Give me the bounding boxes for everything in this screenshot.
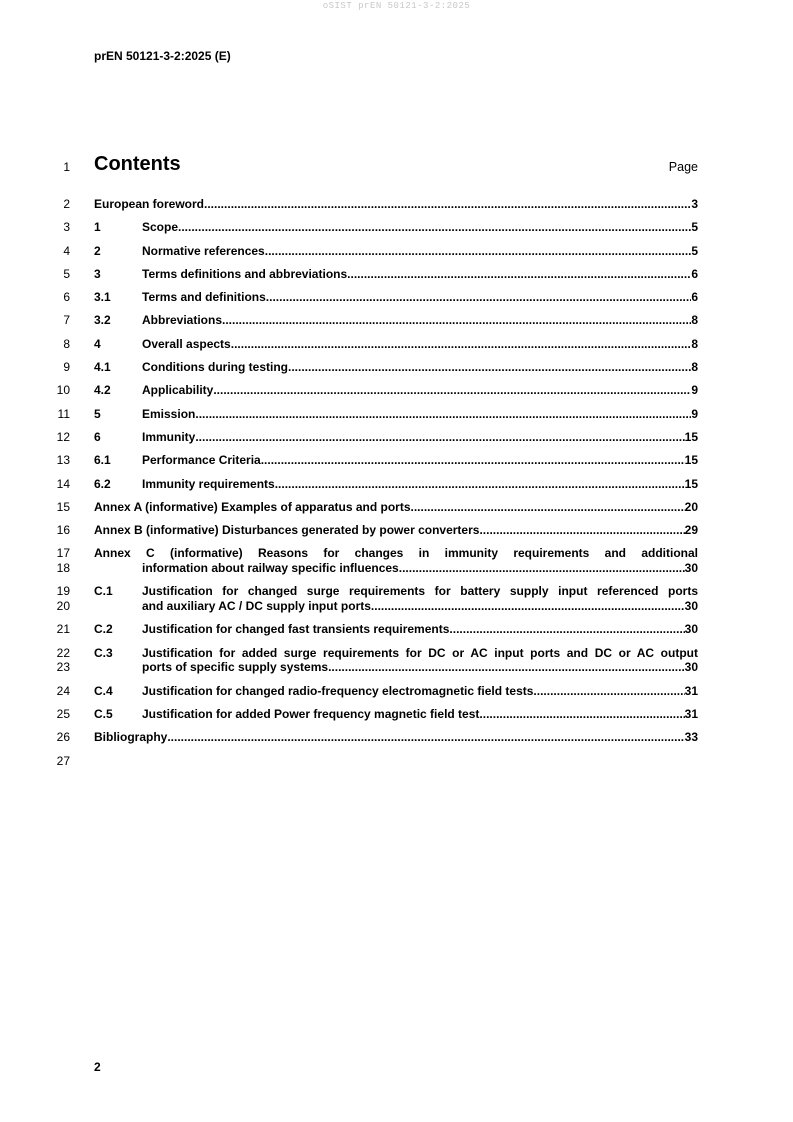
line-number: 2 xyxy=(63,197,70,211)
toc-entry-line xyxy=(142,313,698,328)
toc-entry-number: 4 xyxy=(94,336,101,351)
toc-entry[interactable] xyxy=(0,244,793,267)
dot-leader xyxy=(347,267,691,282)
document-id: prEN 50121-3-2:2025 (E) xyxy=(94,49,231,63)
toc-entry-text xyxy=(94,290,698,305)
toc-entry-title: Justification for changed radio-frequency electromagnetic field tests xyxy=(142,683,534,698)
toc-page-number: 20 xyxy=(684,499,698,514)
toc-entry-line xyxy=(94,730,698,745)
dot-leader xyxy=(195,430,684,445)
page-number: 2 xyxy=(94,1060,101,1074)
toc-entry-line xyxy=(94,500,698,515)
toc-entry-line xyxy=(142,244,698,259)
contents-title: Contents xyxy=(94,153,181,175)
dot-leader xyxy=(275,477,685,492)
toc-entry-text xyxy=(94,383,698,398)
dot-leader xyxy=(328,660,685,675)
toc-entry-title: Conditions during testing xyxy=(142,360,288,375)
toc-entry-text xyxy=(94,430,698,445)
toc-entry-title: Performance Criteria xyxy=(142,453,261,468)
toc-entry-text xyxy=(94,584,698,613)
toc-entry-number: C.5 xyxy=(94,707,113,722)
toc-entry-line xyxy=(142,407,698,422)
toc-page-number: 29 xyxy=(684,523,698,538)
toc-entry-title: Applicability xyxy=(142,383,214,398)
toc-page-number: 8 xyxy=(691,360,698,375)
toc-entry-number: C.3 xyxy=(94,645,113,660)
line-number: 27 xyxy=(56,753,70,768)
toc-entry-text xyxy=(94,407,698,422)
dot-leader xyxy=(261,453,685,468)
toc-page-number: 3 xyxy=(691,197,698,211)
toc-entry-title: Emission xyxy=(142,406,196,421)
toc-entry[interactable] xyxy=(0,477,793,500)
toc-entry-number: 6.1 xyxy=(94,453,111,468)
dot-leader xyxy=(288,360,691,375)
toc-entry-line xyxy=(142,360,698,375)
toc-entry[interactable] xyxy=(0,430,793,453)
toc-entry-line xyxy=(142,383,698,398)
toc-entry-line xyxy=(142,660,698,675)
toc-entry-number: 2 xyxy=(94,243,101,258)
dot-leader xyxy=(371,599,685,614)
toc-entry-title: Normative references xyxy=(142,243,265,258)
line-number: 12 xyxy=(56,429,70,444)
toc-entry-title: Immunity xyxy=(142,429,196,444)
dot-leader xyxy=(479,707,684,722)
toc-entry-number: 5 xyxy=(94,406,101,421)
line-number: 3 xyxy=(63,220,70,235)
toc-entry-line xyxy=(142,337,698,352)
toc-entry-text xyxy=(94,313,698,328)
toc-entry-text xyxy=(94,267,698,282)
toc-entry-number: C.1 xyxy=(94,584,113,599)
toc-entry[interactable] xyxy=(0,453,793,476)
toc-page-number: 30 xyxy=(684,598,698,613)
dot-leader xyxy=(222,313,691,328)
line-number: 17 xyxy=(56,546,70,561)
dot-leader xyxy=(195,407,691,422)
toc-page-number: 31 xyxy=(684,683,698,698)
toc-page-number: 8 xyxy=(691,336,698,351)
toc-entry[interactable] xyxy=(0,197,793,220)
toc-page-number: 9 xyxy=(691,406,698,421)
line-number: 26 xyxy=(56,730,70,745)
toc-entry-number: 3.1 xyxy=(94,290,111,305)
contents-heading-row xyxy=(0,153,793,179)
toc-entry-title: Justification for changed fast transients requirements xyxy=(142,622,450,637)
toc-entry[interactable] xyxy=(0,584,793,622)
toc-entry[interactable] xyxy=(0,360,793,383)
toc-entry-text xyxy=(94,220,698,235)
toc-entry-text xyxy=(94,523,698,538)
dot-leader xyxy=(167,730,684,745)
toc-entry-line xyxy=(142,477,698,492)
toc-entry[interactable] xyxy=(0,684,793,707)
toc-page-number: 15 xyxy=(684,429,698,444)
toc-entry[interactable] xyxy=(0,546,793,584)
toc-entry-text xyxy=(94,707,698,722)
toc-entry-title: Terms and definitions xyxy=(142,290,266,305)
line-number: 20 xyxy=(56,598,70,613)
toc-page-number: 30 xyxy=(684,660,698,675)
toc-entry-number: 6 xyxy=(94,429,101,444)
line-number: 6 xyxy=(63,290,70,305)
toc-entry-line xyxy=(94,523,698,538)
toc-entry-text xyxy=(94,197,698,212)
toc-entry[interactable] xyxy=(0,220,793,243)
toc-entry-text xyxy=(94,684,698,699)
toc-page-number: 9 xyxy=(691,383,698,398)
toc-entry-line xyxy=(94,197,698,212)
line-number: 5 xyxy=(63,266,70,281)
toc-entry-title: Scope xyxy=(142,220,179,235)
toc-entry-number: 3 xyxy=(94,266,101,281)
toc-entry-title: Annex B (informative) Disturbances generated by power converters xyxy=(94,523,480,538)
toc-entry-number: C.2 xyxy=(94,622,113,637)
line-number: 14 xyxy=(56,476,70,491)
dot-leader xyxy=(266,290,692,305)
toc-entry-text xyxy=(94,453,698,468)
line-number: 24 xyxy=(56,683,70,698)
toc-entry[interactable] xyxy=(0,646,793,684)
toc-entry[interactable] xyxy=(0,383,793,406)
dot-leader xyxy=(533,684,684,699)
toc-entry-line xyxy=(142,684,698,699)
line-number: 22 xyxy=(56,645,70,660)
toc-entry[interactable] xyxy=(0,500,793,523)
line-number: 18 xyxy=(56,560,70,575)
dot-leader xyxy=(411,500,685,515)
toc-entry-line xyxy=(142,290,698,305)
line-number: 11 xyxy=(57,406,70,421)
toc-entry-title-continued: and auxiliary AC / DC supply input ports xyxy=(142,598,371,613)
toc-entry-text xyxy=(94,622,698,637)
toc-entry-line xyxy=(142,430,698,445)
toc-entry-title: Terms definitions and abbreviations xyxy=(142,266,348,281)
toc-entry[interactable] xyxy=(0,267,793,290)
watermark: oSIST prEN 50121-3-2:2025 xyxy=(322,1,471,11)
toc-page-number: 5 xyxy=(691,243,698,258)
line-number: 15 xyxy=(56,499,70,514)
toc-page-number: 6 xyxy=(691,290,698,305)
toc-entry-title: Annex A (informative) Examples of apparatus and ports xyxy=(94,499,411,514)
toc-entry-text xyxy=(94,360,698,375)
toc-entry-number: 6.2 xyxy=(94,476,111,491)
toc-entry-title: Immunity requirements xyxy=(142,476,275,491)
toc-entry-line xyxy=(142,453,698,468)
toc-trailing-line xyxy=(0,754,793,777)
toc-page-number: 8 xyxy=(691,313,698,328)
toc-page-number: 15 xyxy=(684,453,698,468)
toc-entry-text xyxy=(94,730,698,745)
line-number: 1 xyxy=(63,160,70,174)
toc-entry[interactable] xyxy=(0,337,793,360)
dot-leader xyxy=(399,561,685,576)
dot-leader xyxy=(449,622,684,637)
toc-entry-title: Abbreviations xyxy=(142,313,223,328)
line-number: 7 xyxy=(63,313,70,328)
line-number: 21 xyxy=(56,622,70,637)
toc-entry-text xyxy=(94,546,698,575)
page-column-label: Page xyxy=(668,160,698,174)
toc-page-number: 30 xyxy=(684,560,698,575)
toc-entry-title-continued: information about railway specific influences xyxy=(142,560,399,575)
toc-entry-number: 4.1 xyxy=(94,360,111,375)
toc-entry-title: Justification for changed surge requirements for battery supply input referenced ports xyxy=(142,584,698,599)
table-of-contents xyxy=(0,197,793,777)
toc-entry-text xyxy=(94,500,698,515)
toc-entry-title: European foreword xyxy=(94,197,205,211)
line-number: 8 xyxy=(63,336,70,351)
toc-entry-line xyxy=(142,220,698,235)
dot-leader xyxy=(204,197,691,212)
toc-entry-title: Annex C (informative) Reasons for changes in immunity requirements and additional xyxy=(94,546,698,561)
line-number: 10 xyxy=(56,383,70,398)
dot-leader xyxy=(265,244,692,259)
toc-page-number: 33 xyxy=(684,730,698,745)
dot-leader xyxy=(178,220,691,235)
toc-entry-line xyxy=(142,622,698,637)
toc-page-number: 31 xyxy=(684,707,698,722)
toc-entry-text xyxy=(94,244,698,259)
toc-entry-number: 3.2 xyxy=(94,313,111,328)
line-number: 4 xyxy=(63,243,70,258)
toc-entry-line xyxy=(142,599,698,614)
dot-leader xyxy=(231,337,692,352)
toc-entry-title: Justification for added surge requirements for DC or AC input ports and DC or AC output xyxy=(142,645,698,660)
toc-entry-number: C.4 xyxy=(94,683,113,698)
toc-entry[interactable] xyxy=(0,290,793,313)
toc-entry[interactable] xyxy=(0,523,793,546)
toc-entry-number: 1 xyxy=(94,220,101,235)
toc-entry-number: 4.2 xyxy=(94,383,111,398)
toc-entry[interactable] xyxy=(0,313,793,336)
line-number: 19 xyxy=(56,584,70,599)
line-number: 25 xyxy=(56,707,70,722)
toc-entry[interactable] xyxy=(0,707,793,730)
dot-leader xyxy=(479,523,684,538)
toc-entry-title: Justification for added Power frequency magnetic field test xyxy=(142,707,480,722)
toc-entry-line xyxy=(142,561,698,576)
toc-page-number: 6 xyxy=(691,266,698,281)
toc-entry-text xyxy=(94,477,698,492)
line-number: 13 xyxy=(56,453,70,468)
dot-leader xyxy=(213,383,691,398)
toc-entry[interactable] xyxy=(0,730,793,753)
toc-entry[interactable] xyxy=(0,407,793,430)
toc-entry-line xyxy=(142,267,698,282)
toc-page-number: 30 xyxy=(684,622,698,637)
toc-entry[interactable] xyxy=(0,622,793,645)
toc-entry-line xyxy=(142,707,698,722)
toc-entry-title: Overall aspects xyxy=(142,336,231,351)
toc-entry-text xyxy=(94,646,698,675)
line-number: 23 xyxy=(56,660,70,675)
toc-entry-title: Bibliography xyxy=(94,730,168,745)
toc-entry-text xyxy=(94,337,698,352)
line-number: 9 xyxy=(63,360,70,375)
toc-entry-title-continued: ports of specific supply systems xyxy=(142,660,329,675)
line-number: 16 xyxy=(56,523,70,538)
toc-page-number: 5 xyxy=(691,220,698,235)
toc-page-number: 15 xyxy=(684,476,698,491)
